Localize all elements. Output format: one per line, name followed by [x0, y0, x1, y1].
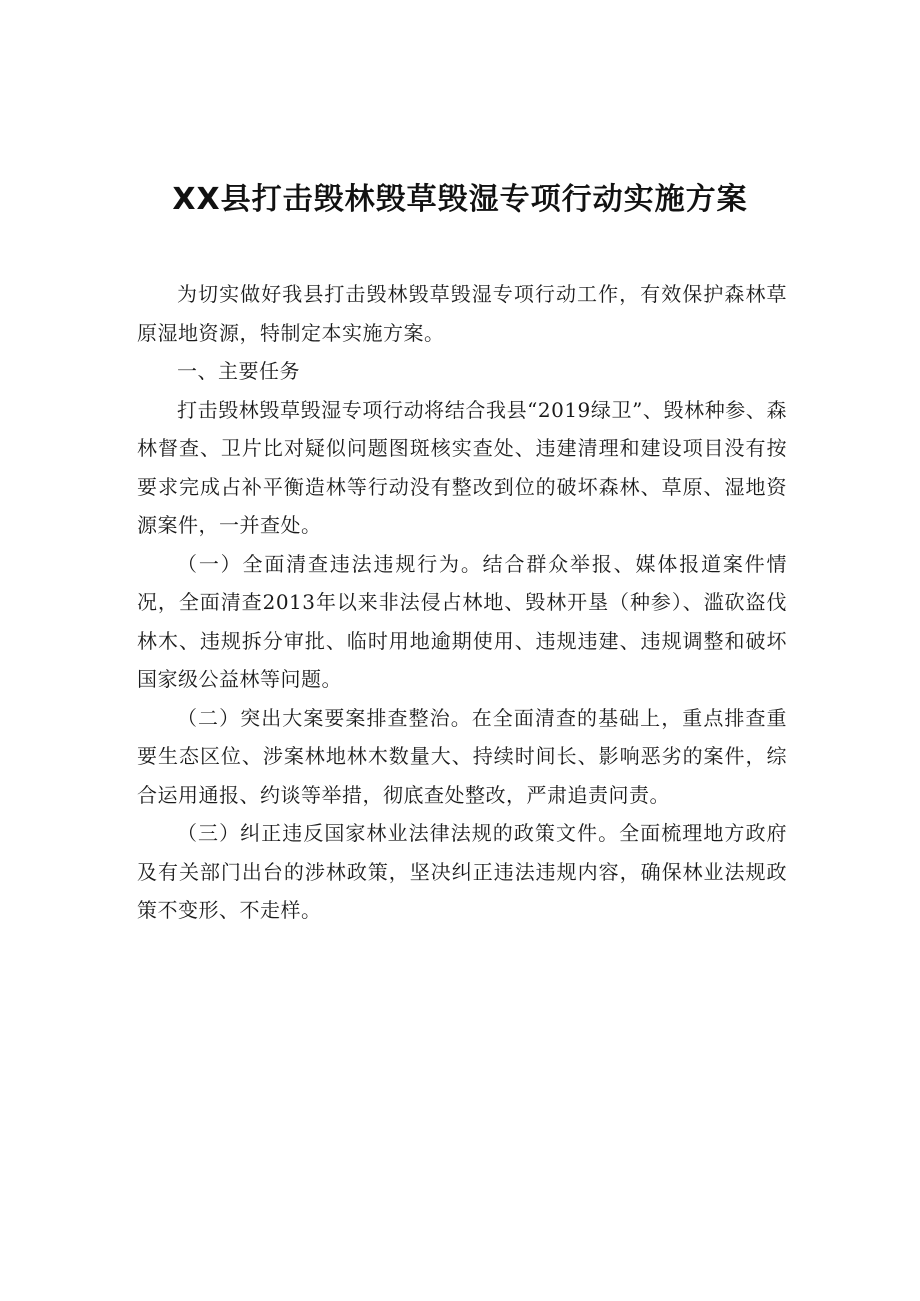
section-heading-main-tasks: 一、主要任务 — [177, 359, 300, 383]
intro-paragraph: 为切实做好我县打击毁林毁草毁湿专项行动工作，有效保护森林草原湿地资源，特制定本实施方案。 — [137, 282, 787, 345]
document-body — [137, 275, 787, 930]
task-item-2 — [137, 699, 787, 815]
task-item-3-text: 全面梳理地方政府及有关部门出台的涉林政策，坚决纠正违法违规内容，确保林业法规政策不变形、不走样。 — [137, 821, 788, 922]
task-item-1 — [137, 545, 787, 699]
task-item-3 — [137, 814, 787, 930]
document-title: XX县打击毁林毁草毁湿专项行动实施方案 — [172, 182, 748, 217]
main-tasks-paragraph: 打击毁林毁草毁湿专项行动将结合我县“2019绿卫”、毁林种参、森林督查、卫片比对疑似问题图斑核实查处、违建清理和建设项目没有按要求完成占补平衡造林等行动没有整改到位的破坏森林、草原、湿地资源案件，一并查处。 — [137, 397, 787, 537]
task-item-2-label: （二）突出大案要案排查整治。 — [177, 705, 472, 730]
task-item-1-text: 结合群众举报、媒体报道案件情况，全面清查2013年以来非法侵占林地、毁林开垦（种参）、滥砍盗伐林木、违规拆分审批、临时用地逾期使用、违规违建、违规调整和破坏国家级公益林等问题。 — [137, 551, 788, 691]
task-item-2-text: 在全面清查的基础上，重点排查重要生态区位、涉案林地林木数量大、持续时间长、影响恶劣的案件，综合运用通报、约谈等举措，彻底查处整改，严肃追责问责。 — [137, 705, 787, 807]
task-item-1-label: （一）全面清查违法违规行为。 — [177, 551, 483, 576]
task-item-3-label: （三）纠正违反国家林业法律法规的政策文件。 — [177, 821, 620, 845]
